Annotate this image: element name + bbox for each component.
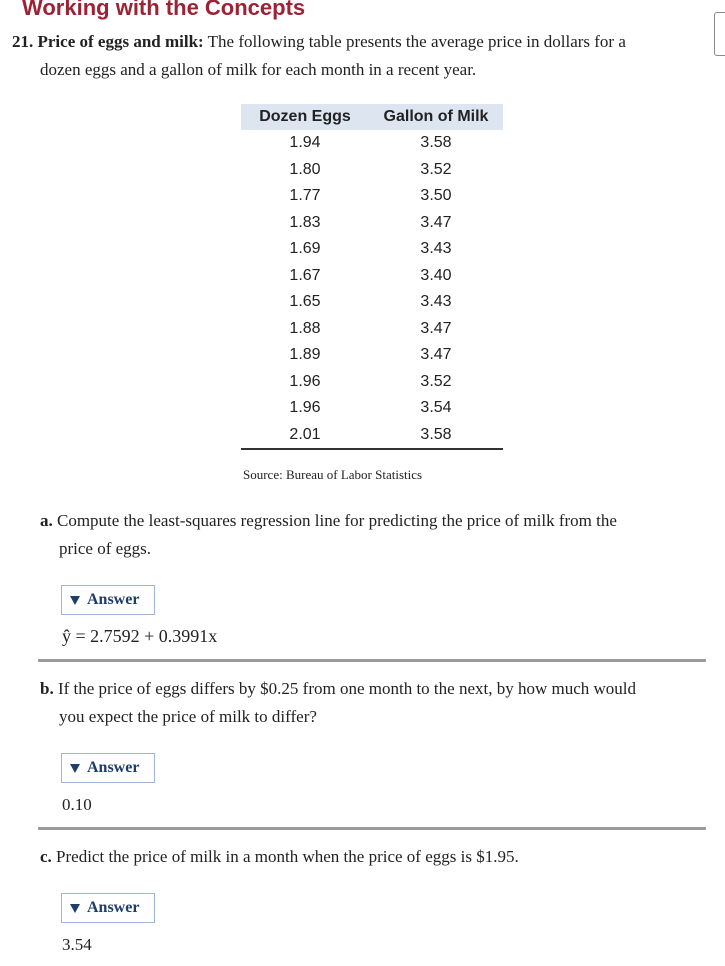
milk-cell: 3.52 — [420, 372, 452, 390]
table-row — [241, 236, 503, 263]
eggs-cell: 2.01 — [241, 422, 369, 450]
answer-c: 3.54 — [62, 935, 92, 954]
answer-b: 0.10 — [62, 795, 92, 814]
answer-toggle-label: Answer — [87, 759, 140, 776]
table-row — [241, 183, 503, 210]
table-header-row — [241, 104, 503, 130]
column-header-milk: Gallon of Milk — [369, 104, 503, 130]
milk-cell: 3.52 — [420, 160, 452, 178]
table-row — [241, 342, 503, 369]
table-row — [241, 316, 503, 343]
section-title: Working with the Concepts — [22, 0, 306, 20]
answer-toggle-label: Answer — [87, 899, 140, 916]
milk-cell: 3.58 — [369, 422, 503, 450]
eggs-cell: 1.67 — [289, 266, 321, 284]
question-text-line2: price of eggs. — [59, 539, 152, 558]
milk-cell: 3.54 — [420, 399, 452, 417]
milk-cell: 3.47 — [420, 213, 452, 231]
eggs-cell: 1.65 — [289, 293, 321, 311]
milk-cell: 3.47 — [420, 346, 452, 364]
question-letter: a. — [40, 511, 53, 530]
eggs-cell: 1.80 — [289, 160, 321, 178]
question-c — [40, 843, 700, 871]
table-row — [241, 263, 503, 290]
eggs-cell: 1.83 — [289, 213, 321, 231]
question-text-line1: Compute the least-squares regression line for predicting the price of milk from the — [57, 511, 617, 530]
problem-statement — [12, 28, 692, 84]
answer-toggle-label: Answer — [87, 591, 140, 608]
eggs-cell: 1.69 — [289, 240, 321, 258]
table-row — [241, 369, 503, 396]
eggs-cell: 1.94 — [289, 134, 321, 152]
triangle-down-icon — [70, 764, 80, 773]
question-b — [40, 675, 700, 731]
divider — [38, 659, 706, 662]
triangle-down-icon — [70, 904, 80, 913]
answer-a: ŷ = 2.7592 + 0.3991x — [62, 626, 218, 646]
column-header-eggs: Dozen Eggs — [241, 104, 369, 130]
eggs-cell: 1.89 — [289, 346, 321, 364]
milk-cell: 3.43 — [420, 293, 452, 311]
side-panel-edge[interactable] — [714, 12, 725, 56]
question-letter: b. — [40, 679, 54, 698]
eggs-cell: 1.96 — [289, 399, 321, 417]
table-row — [241, 130, 503, 157]
milk-cell: 3.50 — [420, 187, 452, 205]
question-letter: c. — [40, 847, 52, 866]
table-row — [241, 157, 503, 184]
answer-toggle-c[interactable] — [61, 893, 155, 923]
problem-text-line2: dozen eggs and a gallon of milk for each month in a recent year. — [40, 60, 477, 79]
eggs-cell: 1.77 — [289, 187, 321, 205]
milk-cell: 3.43 — [420, 240, 452, 258]
table-row — [241, 395, 503, 422]
price-table — [241, 104, 503, 450]
table-source: Source: Bureau of Labor Statistics — [243, 467, 423, 482]
question-text-line1: If the price of eggs differs by $0.25 from one month to the next, by how much would — [57, 679, 637, 698]
triangle-down-icon — [70, 596, 80, 605]
answer-toggle-a[interactable] — [61, 585, 155, 615]
milk-cell: 3.47 — [420, 319, 452, 337]
problem-number: 21. — [12, 32, 34, 51]
problem-text-line1: The following table presents the average price in dollars for a — [207, 32, 626, 51]
problem-lead: Price of eggs and milk: — [37, 32, 204, 51]
question-text-line2: you expect the price of milk to differ? — [59, 707, 317, 726]
eggs-cell: 1.96 — [289, 372, 321, 390]
question-a — [40, 507, 700, 563]
table-row — [241, 210, 503, 237]
table-row — [241, 422, 503, 450]
question-text-line1: Predict the price of milk in a month when the price of eggs is $1.95. — [56, 847, 519, 866]
divider — [38, 827, 706, 830]
milk-cell: 3.40 — [420, 266, 452, 284]
answer-toggle-b[interactable] — [61, 753, 155, 783]
table-row — [241, 289, 503, 316]
eggs-cell: 1.88 — [289, 319, 321, 337]
milk-cell: 3.58 — [420, 134, 452, 152]
